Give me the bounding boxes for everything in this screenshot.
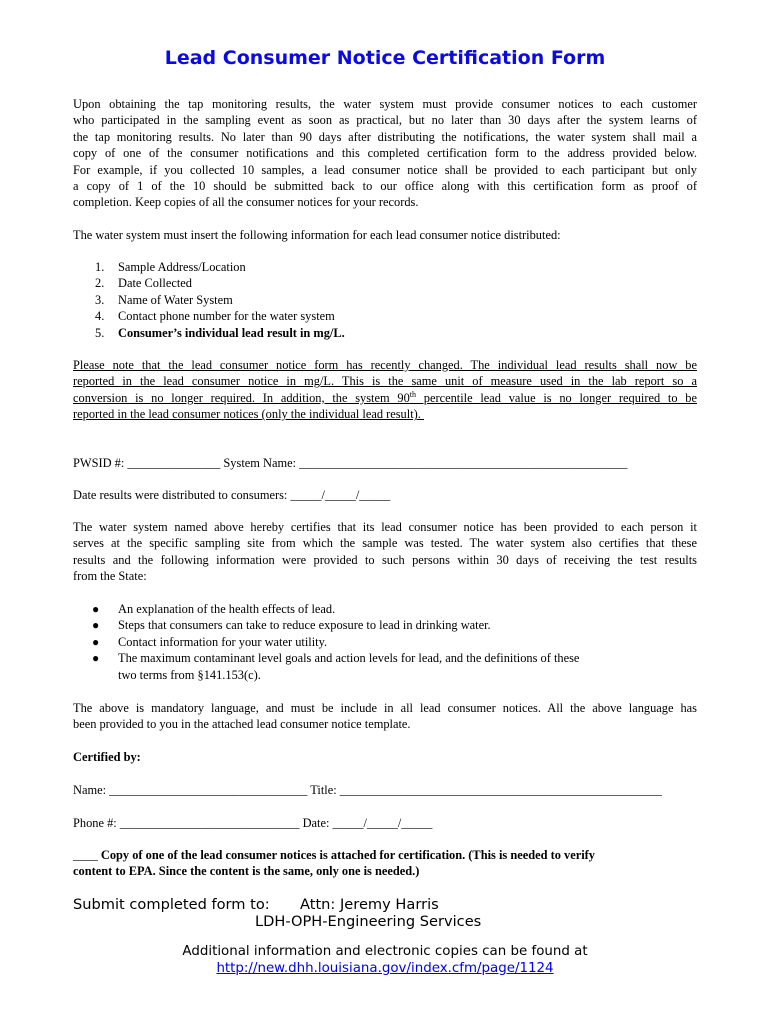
change-note	[73, 357, 697, 423]
date-distributed-field[interactable]: Date results were distributed to consumers: _____/_____/_____	[73, 488, 391, 502]
list-item	[92, 601, 692, 617]
list-item	[95, 325, 695, 341]
list-number: 3.	[95, 292, 105, 307]
bullet-text: Contact information for your water utility.	[118, 634, 328, 649]
list-text: Name of Water System	[118, 292, 233, 307]
copy-checkbox-blank[interactable]: ____	[73, 848, 101, 862]
list-text: Date Collected	[118, 276, 192, 291]
note-line: reported in the lead consumer notice in mg/L. This is the same unit of measure used in the lab report so a	[73, 374, 697, 389]
copy-attached-statement	[73, 847, 697, 880]
note-text: conversion is no longer required. In addition, the system 90	[73, 390, 410, 405]
certification-paragraph	[73, 519, 697, 585]
copy-text: Copy of one of the lead consumer notices is attached for certification. (This is needed to verify	[100, 848, 595, 862]
bullet-text: The maximum contaminant level goals and action levels for lead, and the definitions of these	[118, 651, 580, 666]
list-item	[92, 617, 692, 633]
list-number: 2.	[95, 276, 105, 291]
resources-link-wrap	[0, 960, 770, 977]
copy-line: content to EPA. Since the content is the same, only one is needed.)	[73, 864, 420, 879]
attn-name: Attn: Jeremy Harris	[300, 896, 439, 913]
note-text: percentile lead value is no longer required to be	[416, 390, 697, 405]
intro-line: the tap monitoring results. No later than 90 days after distributing the notifications, the water system shall mail a	[73, 129, 697, 144]
mandatory-line: The above is mandatory language, and must be include in all lead consumer notices. All the above language has	[73, 701, 697, 715]
department-name: LDH-OPH-Engineering Services	[255, 913, 482, 930]
intro-line: For example, if you collected 10 samples, a lead consumer notice shall be provided to each participant but only	[73, 162, 697, 177]
list-item	[95, 308, 695, 324]
cert-line: results and the following information were provided to such persons within 30 days of receiving the test results	[73, 552, 697, 567]
list-number: 4.	[95, 309, 105, 324]
insert-heading: The water system must insert the following information for each lead consumer notice distributed:	[73, 228, 561, 242]
mandatory-language-note	[73, 700, 697, 733]
phone-date-field[interactable]: Phone #: _____________________________ Date: _____/_____/_____	[73, 816, 433, 830]
submit-label: Submit completed form to:	[73, 896, 270, 913]
resources-link[interactable]: http://new.dhh.louisiana.gov/index.cfm/page/1124	[216, 961, 554, 976]
list-number: 5.	[95, 325, 105, 340]
note-line: Please note that the lead consumer notice form has recently changed. The individual lead results shall now be	[73, 358, 697, 372]
list-text: Contact phone number for the water system	[118, 309, 335, 324]
bullet-text: two terms from §141.153(c).	[118, 667, 261, 682]
bullet-text: Steps that consumers can take to reduce exposure to lead in drinking water.	[118, 618, 491, 633]
list-item-continuation	[92, 667, 692, 683]
note-line	[73, 390, 697, 406]
note-line: reported in the lead consumer notices (only the individual lead result).	[73, 407, 424, 422]
intro-line: Upon obtaining the tap monitoring results, the water system must provide consumer notices to each customer	[73, 97, 697, 111]
cert-line: serves at the specific sampling site from which the sample was tested. The water system also certifies that these	[73, 536, 697, 551]
list-item	[95, 292, 695, 308]
bullet-text: An explanation of the health effects of lead.	[118, 602, 336, 616]
bullet-icon: ●	[92, 634, 100, 649]
list-number: 1.	[95, 260, 105, 274]
certified-by-heading: Certified by:	[73, 750, 141, 764]
copy-line	[73, 847, 697, 863]
info-bullet-list	[92, 601, 692, 683]
intro-line: a copy of 1 of the 10 should be submitted back to our office along with this certification form as proof of	[73, 179, 697, 194]
intro-line: copy of one of the consumer notifications and this completed certification form to the address provided below.	[73, 146, 697, 161]
bullet-icon: ●	[92, 618, 100, 633]
name-title-field[interactable]: Name: ________________________________ Title: ____________________________________________________	[73, 783, 662, 797]
insert-list	[95, 259, 695, 341]
list-item	[92, 634, 692, 650]
pwsid-system-name-field[interactable]: PWSID #: _______________ System Name: _____________________________________________________	[73, 456, 628, 470]
bullet-icon: ●	[92, 602, 100, 616]
cert-line: from the State:	[73, 569, 147, 584]
list-text: Consumer’s individual lead result in mg/L.	[118, 325, 345, 340]
list-item	[95, 275, 695, 291]
cert-line: The water system named above hereby certifies that its lead consumer notice has been provided to each person it	[73, 520, 697, 534]
intro-paragraph	[73, 96, 697, 211]
intro-line: who participated in the sampling event as soon as practical, but no later than 30 days after the system learns of	[73, 113, 697, 128]
intro-line: completion. Keep copies of all the consumer notices for your records.	[73, 195, 419, 210]
mandatory-line: been provided to you in the attached lead consumer notice template.	[73, 717, 411, 732]
additional-info: Additional information and electronic copies can be found at	[182, 944, 588, 959]
list-text: Sample Address/Location	[118, 260, 246, 274]
note-superscript: th	[409, 389, 417, 399]
bullet-icon: ●	[92, 651, 100, 666]
list-item	[92, 650, 692, 666]
page-title: Lead Consumer Notice Certification Form	[164, 47, 606, 69]
list-item	[95, 259, 695, 275]
